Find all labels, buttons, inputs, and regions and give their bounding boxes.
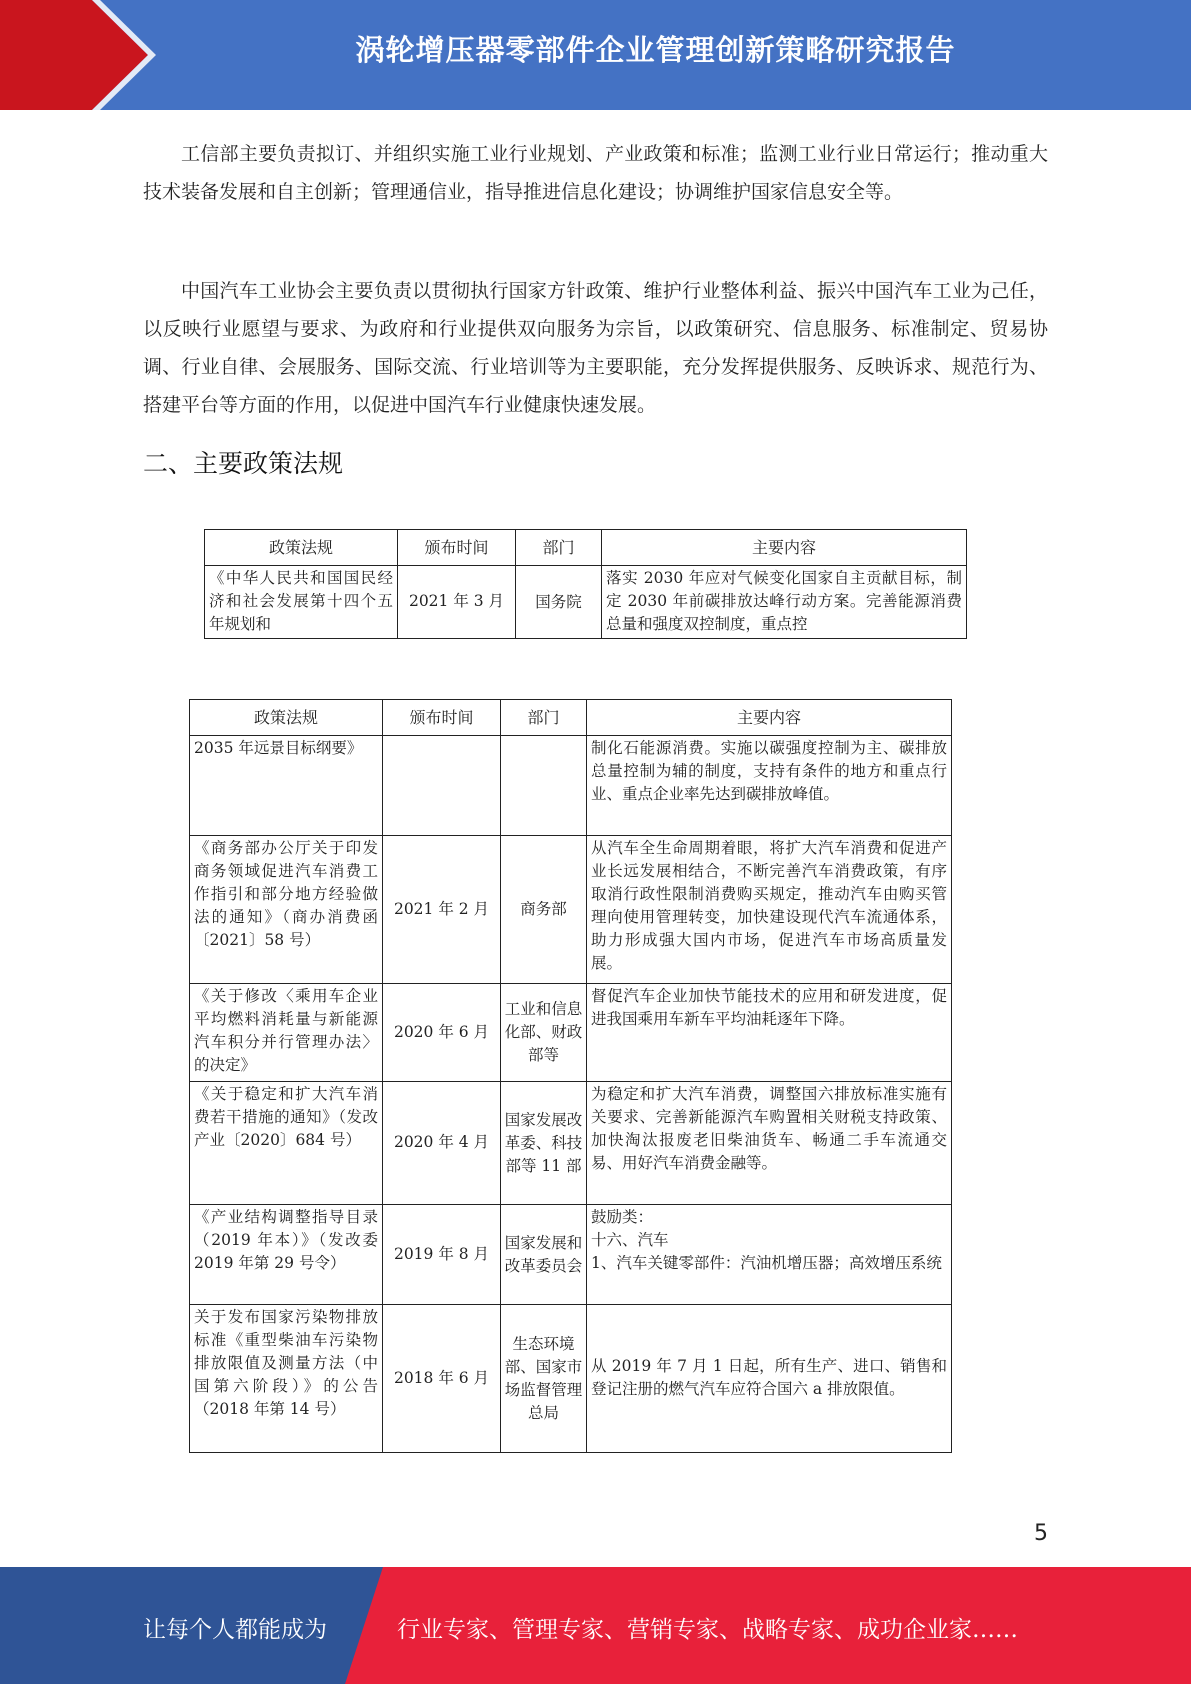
cell-content: 为稳定和扩大汽车消费，调整国六排放标准实施有关要求、完善新能源汽车购置相关财税支持政策、加快淘汰报废老旧柴油货车、畅通二手车流通交易、用好汽车消费金融等。 [587,1082,952,1205]
report-title: 涡轮增压器零部件企业管理创新策略研究报告 [355,33,956,67]
cell-content: 从 2019 年 7 月 1 日起，所有生产、进口、销售和登记注册的燃气汽车应符合国六 a 排放限值。 [587,1305,952,1453]
cell-dept: 国务院 [516,566,602,639]
header-policy: 政策法规 [205,530,398,566]
cell-policy: 2035 年远景目标纲要》 [190,736,383,836]
table-row [190,1205,952,1305]
header-policy: 政策法规 [190,700,383,736]
cell-policy: 《关于稳定和扩大汽车消费若干措施的通知》（发改产业〔2020〕684 号） [190,1082,383,1205]
cell-date: 2020 年 4 月 [383,1082,501,1205]
policy-table-part1 [204,529,967,639]
header-content: 主要内容 [587,700,952,736]
cell-dept: 国家发展和改革委员会 [501,1205,587,1305]
table-header-row [190,700,952,736]
table-row [190,736,952,836]
cell-dept: 工业和信息化部、财政部等 [501,984,587,1082]
footer-slogan-right: 行业专家、管理专家、营销专家、战略专家、成功企业家…… [397,1617,1018,1643]
table-header-row [205,530,967,566]
cell-content: 督促汽车企业加快节能技术的应用和研发进度，促进我国乘用车新车平均油耗逐年下降。 [587,984,952,1082]
table-row [190,1305,952,1453]
page-number: 5 [1034,1521,1048,1546]
header-content: 主要内容 [602,530,967,566]
footer-slogan-left: 让每个人都能成为 [143,1617,327,1643]
table-row [190,1082,952,1205]
header-date: 颁布时间 [383,700,501,736]
cell-date: 2019 年 8 月 [383,1205,501,1305]
header-dept: 部门 [501,700,587,736]
cell-date: 2021 年 2 月 [383,836,501,984]
cell-policy: 《商务部办公厅关于印发商务领域促进汽车消费工作指引和部分地方经验做法的通知》（商办消费函〔2021〕58 号） [190,836,383,984]
cell-date: 2021 年 3 月 [398,566,516,639]
cell-dept: 生态环境部、国家市场监督管理总局 [501,1305,587,1453]
cell-date: 2020 年 6 月 [383,984,501,1082]
footer-banner [0,1567,1191,1684]
paragraph-caam: 中国汽车工业协会主要负责以贯彻执行国家方针政策、维护行业整体利益、振兴中国汽车工业为己任，以反映行业愿望与要求、为政府和行业提供双向服务为宗旨，以政策研究、信息服务、标准制定、贸易协调、行业自律、会展服务、国际交流、行业培训等为主要职能，充分发挥提供服务、反映诉求、规范行为、搭建平台等方面的作用，以促进中国汽车行业健康快速发展。 [143,280,1048,416]
table-row [205,566,967,639]
paragraph-miit: 工信部主要负责拟订、并组织实施工业行业规划、产业政策和标准；监测工业行业日常运行；推动重大技术装备发展和自主创新；管理通信业，指导推进信息化建设；协调维护国家信息安全等。 [143,143,1048,203]
cell-content: 制化石能源消费。实施以碳强度控制为主、碳排放总量控制为辅的制度，支持有条件的地方和重点行业、重点企业率先达到碳排放峰值。 [587,736,952,836]
policy-table-part2 [189,699,952,1453]
cell-date [383,736,501,836]
cell-date: 2018 年 6 月 [383,1305,501,1453]
cell-policy: 关于发布国家污染物排放标准《重型柴油车污染物排放限值及测量方法（中国第六阶段）》的公告（2018 年第 14 号） [190,1305,383,1453]
cell-content: 从汽车全生命周期着眼，将扩大汽车消费和促进产业长远发展相结合，不断完善汽车消费政策，有序取消行政性限制消费购买规定，推动汽车由购买管理向使用管理转变，加快建设现代汽车流通体系，助力形成强大国内市场，促进汽车市场高质量发展。 [587,836,952,984]
cell-dept: 商务部 [501,836,587,984]
cell-dept: 国家发展改革委、科技部等 11 部 [501,1082,587,1205]
table-row [190,836,952,984]
cell-policy: 《产业结构调整指导目录（2019 年本）》（发改委 2019 年第 29 号令） [190,1205,383,1305]
header-date: 颁布时间 [398,530,516,566]
cell-dept [501,736,587,836]
table-row [190,984,952,1082]
cell-content: 落实 2030 年应对气候变化国家自主贡献目标，制定 2030 年前碳排放达峰行动方案。完善能源消费总量和强度双控制度，重点控 [602,566,967,639]
cell-content: 鼓励类： 十六、汽车 1、汽车关键零部件：汽油机增压器；高效增压系统 [587,1205,952,1305]
cell-policy: 《中华人民共和国国民经济和社会发展第十四个五年规划和 [205,566,398,639]
table1-clip [0,0,1191,643]
section-heading: 二、主要政策法规 [143,449,344,478]
header-dept: 部门 [516,530,602,566]
cell-policy: 《关于修改〈乘用车企业平均燃料消耗量与新能源汽车积分并行管理办法〉的决定》 [190,984,383,1082]
